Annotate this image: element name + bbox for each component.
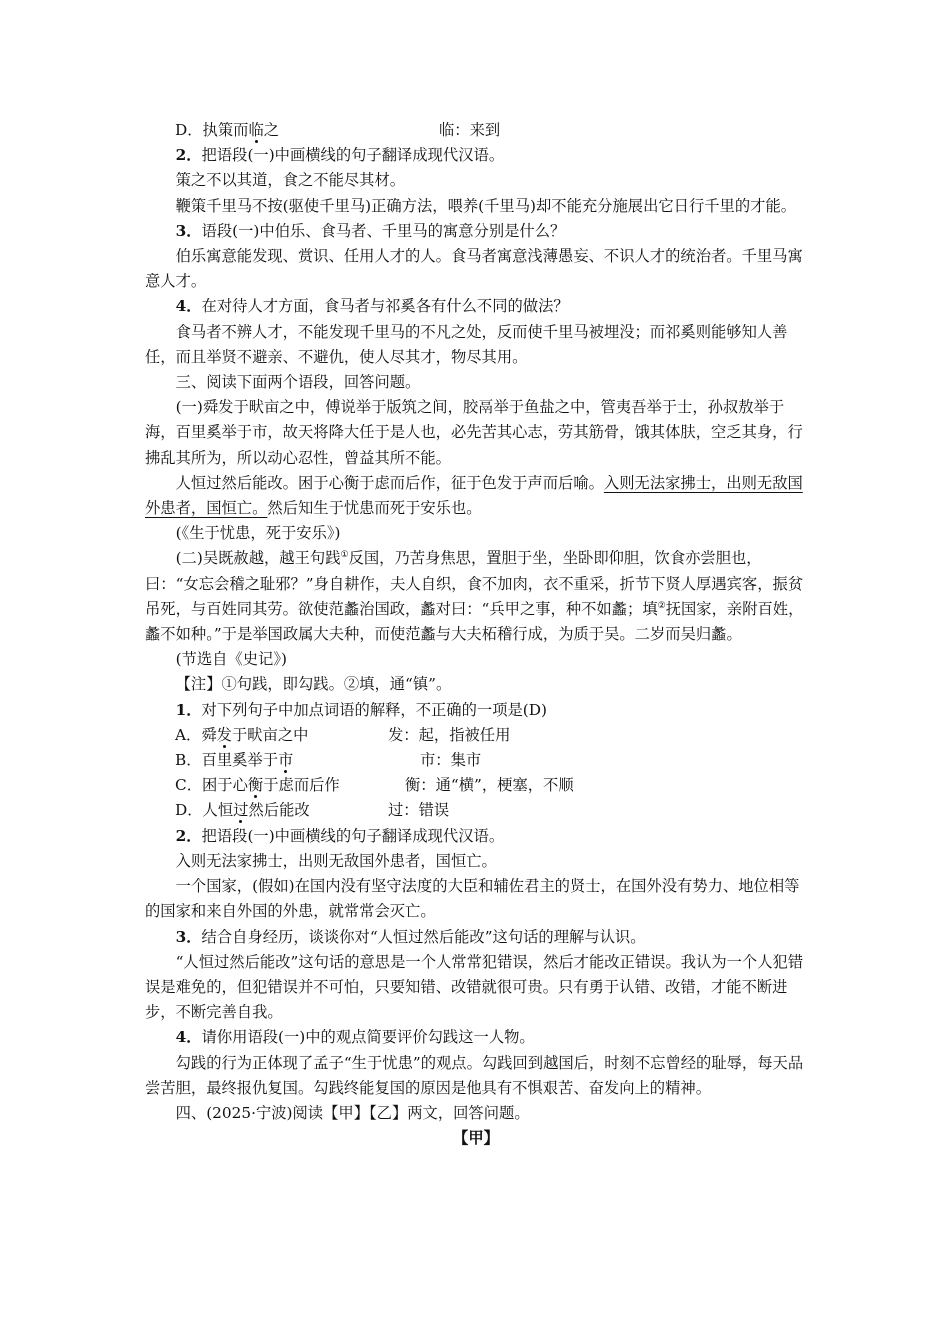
question-4 (145, 1025, 807, 1050)
question-3 (145, 925, 807, 950)
footnote-marker: ① (340, 550, 349, 561)
option-text: 之 (263, 121, 280, 139)
option-text: D．人恒 (175, 801, 234, 820)
question-text: 语段(一)中伯乐、食马者、千里马的寓意分别是什么？ (201, 221, 566, 240)
option-text: 于畎亩之中 (231, 725, 309, 744)
footnote-marker: ② (657, 600, 666, 611)
option-gloss: 市：集市 (420, 751, 482, 770)
dotted-word: 临 (248, 121, 264, 139)
answer-text: 勾践的行为正体现了孟子“生于忧患”的观点。勾践回到越国后，时刻不忘曾经的耻辱，每天品尝苦胆，最终报仇复国。勾践终能复国的原因是他具有不惧艰苦、奋发向上的精神。 (145, 1053, 804, 1097)
passage-text: (二)吴既赦越，越王句践 (175, 549, 341, 568)
answer-text: “人恒过然后能改”这句话的意思是一个人常常犯错误，然后才能改正错误。我认为一个人犯错误是难免的，但犯错误并不可怕，只要知错、改错就很可贵。只有勇于认错、改错，才能不断进步，不断完善自我。 (145, 952, 804, 1022)
answer-text: 伯乐寓意能发现、赏识、任用人才的人。食马者寓意浅薄愚妄、不识人才的统治者。千里马寓意人才。 (145, 247, 803, 291)
option-text: 于虑而后作 (263, 776, 340, 795)
question-2 (145, 824, 807, 849)
option-text: C．困于心 (175, 776, 248, 795)
option-d (145, 798, 807, 823)
question-number: 2． (175, 826, 202, 845)
question-number: 4． (175, 297, 202, 316)
passage-1: (一)舜发于畎亩之中，傅说举于版筑之间，胶鬲举于鱼盐之中，管夷吾举于士，孙叔敖举于海，百里奚举于市，故天将降大任于是人也，必先苦其心志，劳其筋骨，饿其体肤，空乏其身，行拂乱其所为，所以动心忍性，曾益其所不能。 (145, 398, 803, 467)
option-gloss: 过：错误 (388, 801, 450, 820)
passage-1-continued (145, 471, 807, 521)
question-2 (145, 143, 807, 168)
passage-source: (《生于忧患，死于安乐》) (175, 524, 341, 543)
dotted-word: 市 (278, 751, 294, 770)
passage-text: 反国，乃苦身焦思，置胆于坐，坐卧即仰胆，饮食亦尝胆也，曰：“女忘会稽之耻邪？”身自耕作，夫人自织，食不加肉，衣不重采，折节下贤人厚遇宾客，振贫吊死，与百姓同其劳。欲使范蠡治国政，蠡对曰：“兵甲之事，种不如蠡；填 (145, 549, 804, 618)
passage-2 (145, 546, 807, 647)
answer-text: 一个国家，(假如)在国内没有坚守法度的大臣和辅佐君主的贤士，在国外没有势力、地位相等的国家和来自外国的外患，就常常会灭亡。 (145, 877, 800, 921)
dotted-word: 发 (216, 725, 232, 744)
underlined-sentence: 入则无法家拂士，出则无敌国外患者，国恒亡。 (145, 473, 803, 518)
question-number: 3． (175, 221, 202, 240)
option-d-prev (145, 118, 807, 143)
question-text: 在对待人才方面，食马者与祁奚各有什么不同的做法？ (201, 297, 569, 316)
passage-text: 抚国家，亲附百姓，蠡不如种。”于是举国政属大夫种，而使范蠡与大夫柘稽行成，为质于吴。二岁而吴归蠡。 (145, 599, 804, 644)
option-gloss: 发：起，指被任用 (388, 725, 511, 744)
question-text: 把语段(一)中画横线的句子翻译成现代汉语。 (201, 826, 505, 845)
question-3 (145, 219, 807, 244)
question-4 (145, 294, 807, 319)
section-heading: 三、阅读下面两个语段，回答问题。 (175, 373, 421, 392)
passage-label: 【甲】 (453, 1129, 499, 1148)
question-number: 4． (175, 1028, 202, 1047)
option-text: 然后能改 (248, 801, 310, 820)
option-gloss: 衡：通“横”，梗塞，不顺 (405, 776, 574, 795)
option-text: D．执策而 (175, 121, 249, 139)
answer-text: 鞭策千里马不按(驱使千里马)正确方法，喂养(千里马)却不能充分施展出它日行千里的才能。 (175, 196, 797, 215)
dotted-word: 过 (233, 801, 249, 820)
option-text: B．百里奚举于 (175, 751, 279, 770)
question-text: 把语段(一)中画横线的句子翻译成现代汉语。 (201, 146, 505, 165)
section-heading: 四、(2025·宁波)阅读【甲】【乙】两文，回答问题。 (175, 1103, 530, 1122)
option-a (145, 723, 807, 748)
question-1 (145, 698, 807, 723)
option-text: A．舜 (175, 725, 217, 744)
dotted-word: 衡 (247, 776, 264, 795)
passage-text: 人恒过然后能改。困于心衡于虑而后作，征于色发于声而后喻。 (175, 473, 604, 492)
worksheet-page (145, 118, 807, 1151)
answer-text: 食马者不辨人才，不能发现千里马的不凡之处，反而使千里马被埋没；而祁奚则能够知人善任，而且举贤不避亲、不避仇，使人尽其才，物尽其用。 (145, 322, 788, 366)
quoted-sentence: 入则无法家拂士，出则无敌国外患者，国恒亡。 (175, 851, 497, 870)
question-number: 1． (175, 700, 202, 719)
question-number: 3． (175, 927, 202, 946)
question-text: 对下列句子中加点词语的解释，不正确的一项是(D) (201, 700, 547, 719)
question-number: 2． (175, 146, 202, 165)
option-c (145, 773, 807, 798)
question-text: 请你用语段(一)中的观点简要评价勾践这一人物。 (201, 1028, 535, 1047)
passage-source: (节选自《史记》) (175, 650, 287, 669)
option-gloss: 临：来到 (439, 121, 501, 139)
footnote: 【注】①句践，即勾践。②填，通“镇”。 (175, 675, 452, 694)
passage-text: 然后知生于忧患而死于安乐也。 (267, 499, 482, 518)
quoted-sentence: 策之不以其道，食之不能尽其材。 (175, 171, 406, 190)
option-b (145, 748, 807, 773)
question-text: 结合自身经历，谈谈你对“人恒过然后能改”这句话的理解与认识。 (201, 927, 646, 946)
